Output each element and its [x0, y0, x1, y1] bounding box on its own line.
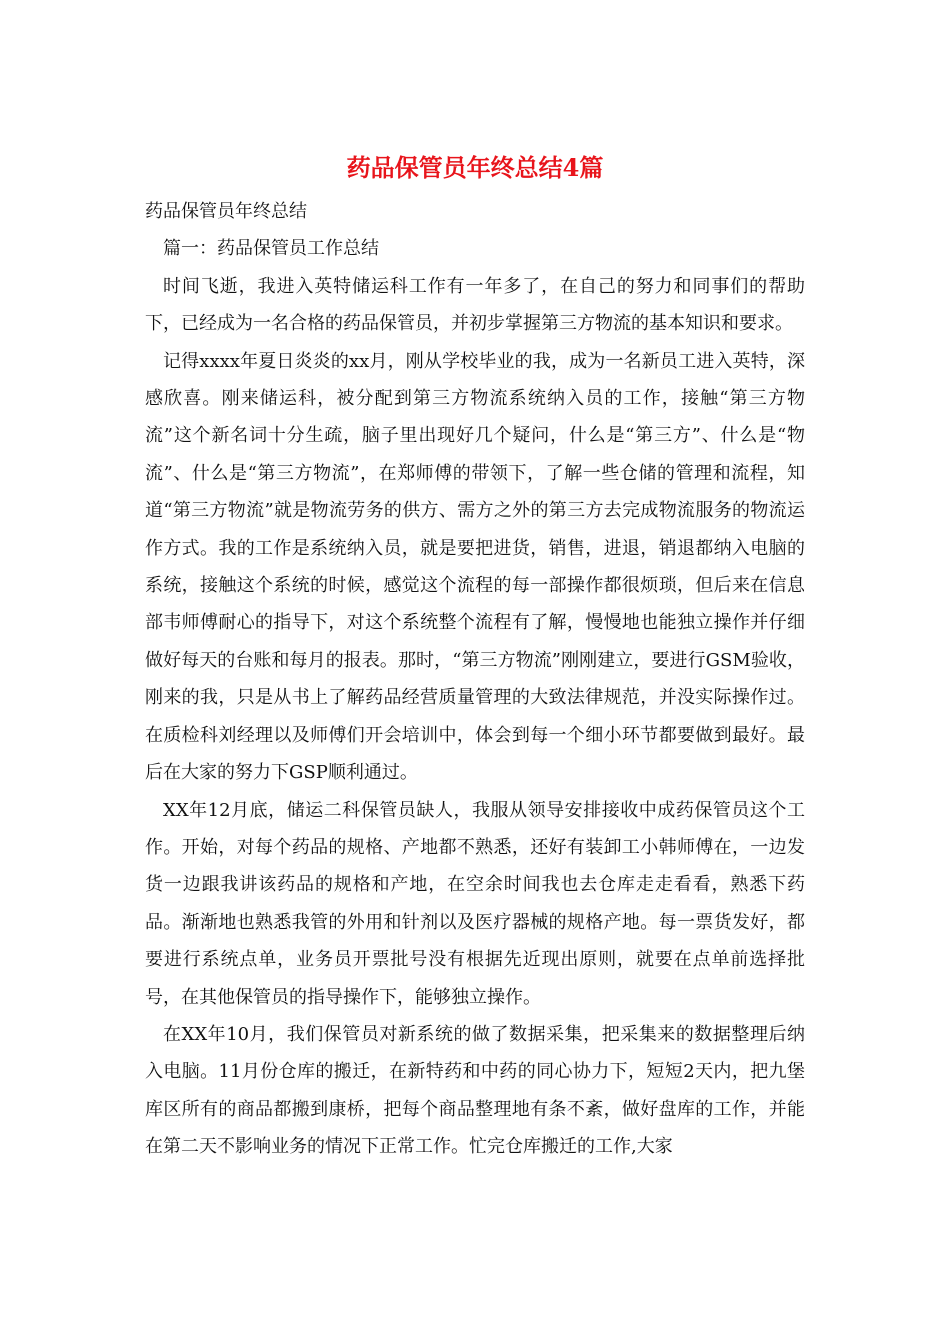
paragraph-4: 在XX年10月，我们保管员对新系统的做了数据采集，把采集来的数据整理后纳入电脑。11月份仓库的搬迁，在新特药和中药的同心协力下，短短2天内，把九堡库区所有的商品都搬到康桥，把每个商品整理地有条不紊，做好盘库的工作，并能在第二天不影响业务的情况下正常工作。忙完仓库搬迁的工作,大家	[145, 1023, 805, 1158]
document-body	[145, 193, 805, 1166]
document-subtitle: 药品保管员年终总结	[145, 201, 307, 222]
document-title: 药品保管员年终总结4篇	[346, 153, 604, 182]
paragraph-2: 记得xxxx年夏日炎炎的xx月，刚从学校毕业的我，成为一名新员工进入英特，深感欣喜。刚来储运科，被分配到第三方物流系统纳入员的工作，接触“第三方物流”这个新名词十分生疏，脑子里出现好几个疑问，什么是“第三方”、什么是“物流”、什么是“第三方物流”，在郑师傅的带领下，了解一些仓储的管理和流程，知道“第三方物流”就是物流劳务的供方、需方之外的第三方去完成物流服务的物流运作方式。我的工作是系统纳入员，就是要把进货，销售，进退，销退都纳入电脑的系统，接触这个系统的时候，感觉这个流程的每一部操作都很烦琐，但后来在信息部韦师傅耐心的指导下，对这个系统整个流程有了解，慢慢地也能独立操作并仔细做好每天的台账和每月的报表。那时，“第三方物流”刚刚建立，要进行GSM验收，刚来的我，只是从书上了解药品经营质量管理的大致法律规范，并没实际操作过。在质检科刘经理以及师傅们开会培训中，体会到每一个细小环节都要做到最好。最后在大家的努力下GSP顺利通过。	[145, 350, 805, 784]
paragraph-1: 时间飞逝，我进入英特储运科工作有一年多了，在自己的努力和同事们的帮助下，已经成为一名合格的药品保管员，并初步掌握第三方物流的基本知识和要求。	[145, 275, 805, 335]
paragraph-3: XX年12月底，储运二科保管员缺人，我服从领导安排接收中成药保管员这个工作。开始，对每个药品的规格、产地都不熟悉，还好有装卸工小韩师傅在，一边发货一边跟我讲该药品的规格和产地，在空余时间我也去仓库走走看看，熟悉下药品。渐渐地也熟悉我管的外用和针剂以及医疗器械的规格产地。每一票货发好，都要进行系统点单，业务员开票批号没有根据先近现出原则，就要在点单前选择批号，在其他保管员的指导操作下，能够独立操作。	[145, 799, 805, 1008]
section-heading: 篇一：药品保管员工作总结	[163, 238, 379, 260]
